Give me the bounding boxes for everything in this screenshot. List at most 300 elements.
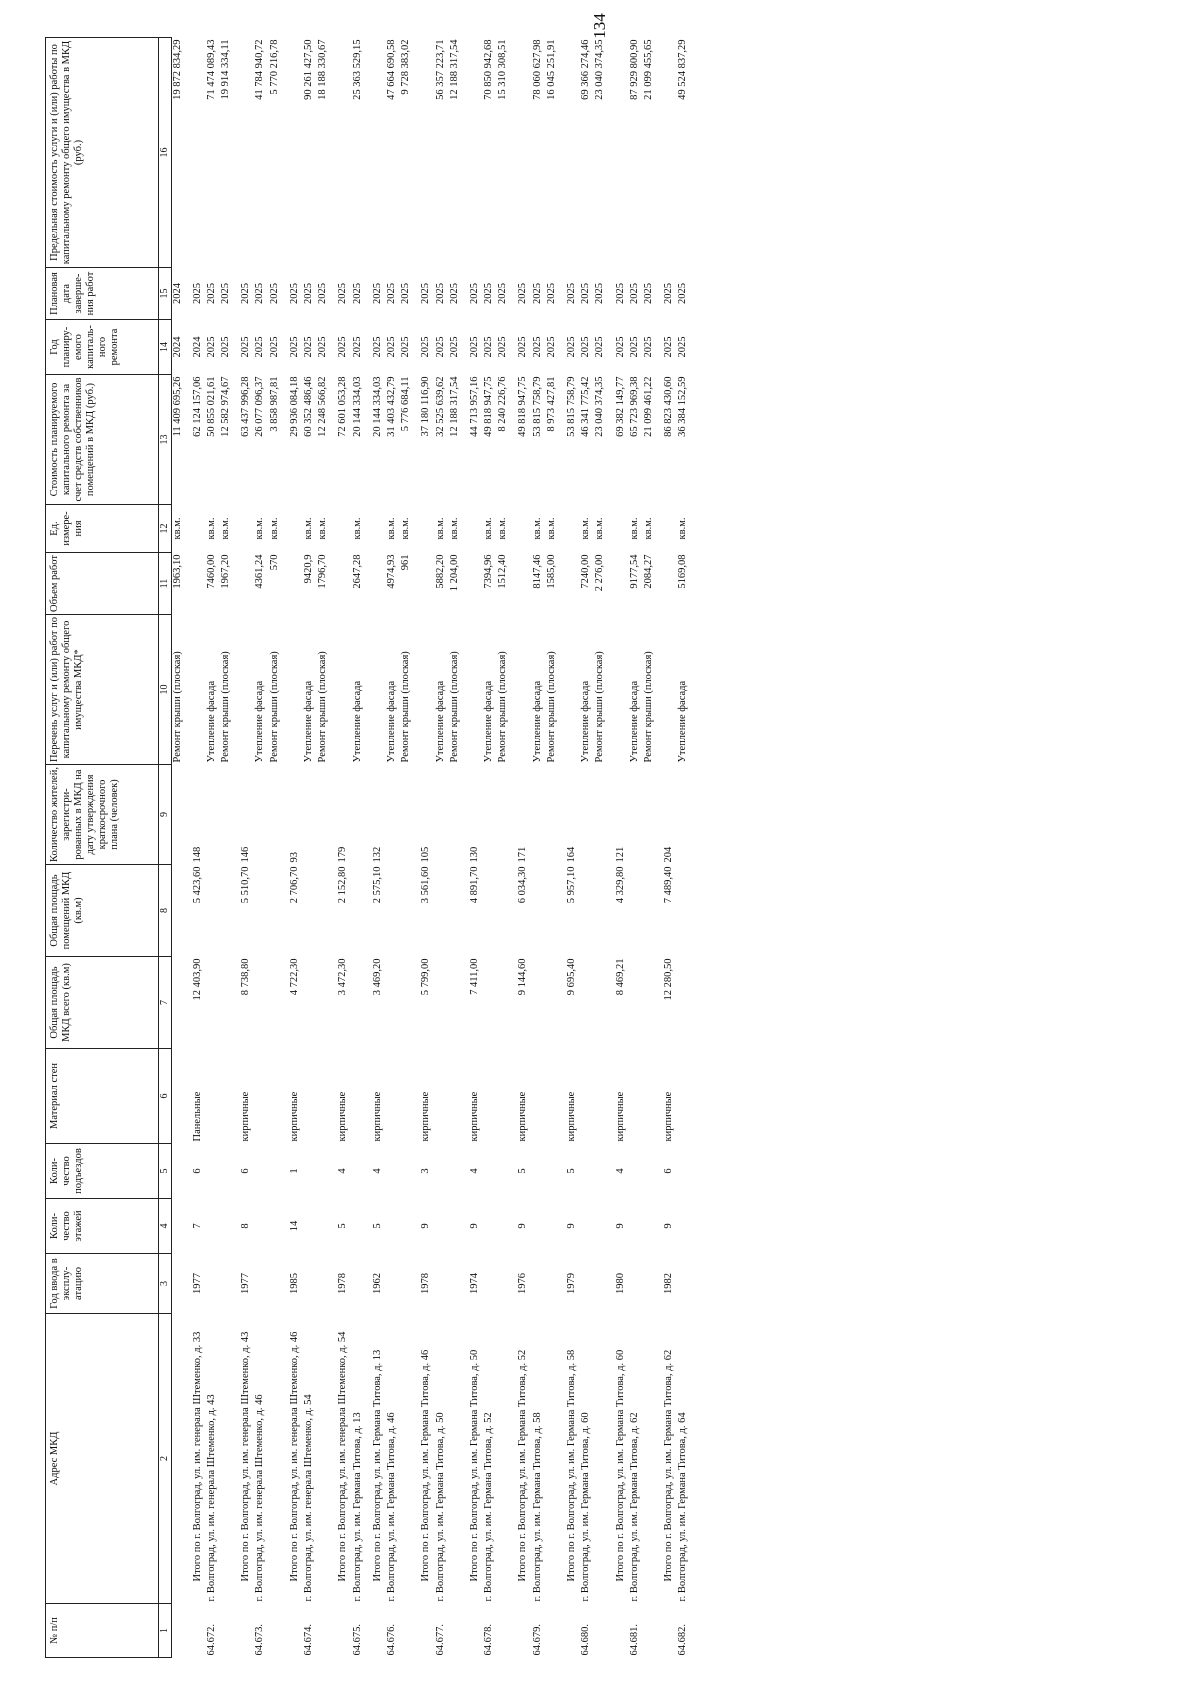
repair-year-cell: 2025: [468, 336, 480, 358]
max-cost-cell: 5 770 216,78: [268, 39, 280, 95]
year-built-cell: 1977: [191, 1273, 203, 1294]
work-volume-cell: 4361,24: [254, 554, 266, 589]
row-number: 64.675.: [351, 1624, 363, 1656]
premises-area-cell: 4 891,70: [468, 866, 480, 904]
wall-material-cell: [171, 1049, 186, 1144]
work-volume-cell: [414, 553, 434, 615]
unit-cell: кв.м.: [677, 517, 689, 540]
work-type-cell: Ремонт крыши (плоская): [448, 651, 460, 763]
unit-cell: [657, 505, 677, 553]
entrances-cell: [594, 1144, 608, 1199]
repair-year-cell: 2025: [351, 336, 363, 358]
premises-area-cell: [449, 865, 463, 957]
work-volume-cell: [186, 553, 206, 615]
completion-year-cell: 2025: [351, 283, 363, 304]
work-type-cell: Утепление фасада: [580, 680, 592, 763]
max-cost-cell: 49 524 837,29: [677, 39, 689, 100]
row-number: [366, 1604, 386, 1658]
repair-year-cell: 2025: [531, 336, 543, 358]
year-built-cell: 1980: [614, 1273, 626, 1294]
unit-cell: кв.м.: [483, 517, 495, 540]
work-type-cell: [609, 615, 629, 765]
row-number: 64.672.: [205, 1624, 217, 1656]
work-type-cell: Ремонт крыши (плоская): [171, 651, 183, 763]
max-cost-cell: [414, 38, 434, 268]
address-cell: г. Волгоград, ул. им. генерала Штеменко, д. 43: [205, 1394, 217, 1602]
column-number: 13: [159, 375, 172, 505]
unit-cell: [283, 505, 303, 553]
entrances-cell: 4: [614, 1168, 626, 1174]
total-area-cell: 5 799,00: [420, 958, 432, 996]
entrances-cell: [269, 1144, 283, 1199]
table-row: [269, 38, 283, 1658]
unit-cell: кв.м.: [448, 517, 460, 540]
entrances-cell: [206, 1144, 220, 1199]
work-volume-cell: [366, 553, 386, 615]
residents-cell: 132: [371, 846, 383, 863]
premises-area-cell: 2 575,10: [371, 866, 383, 904]
cost-cell: 29 936 084,18: [288, 376, 300, 437]
column-number: 5: [159, 1144, 172, 1199]
wall-material-cell: [546, 1049, 560, 1144]
address-cell: Итого по г. Волгоград, ул. им. Германа Титова, д. 50: [468, 1349, 480, 1582]
max-cost-cell: 16 045 251,91: [545, 39, 557, 100]
entrances-cell: 6: [191, 1168, 203, 1174]
total-area-cell: 12 280,50: [663, 958, 675, 1001]
repair-year-cell: 2025: [240, 336, 252, 358]
wall-material-cell: кирпичные: [566, 1091, 577, 1142]
cost-cell: 20 144 334,03: [351, 376, 363, 437]
address-cell: Итого по г. Волгоград, ул. им. генерала Штеменко, д. 46: [288, 1331, 300, 1582]
max-cost-cell: 12 188 317,54: [448, 39, 460, 100]
address-cell: г. Волгоград, ул. им. Германа Титова, д. 64: [677, 1412, 689, 1602]
work-volume-cell: 1 204,00: [448, 554, 460, 592]
table-header-row: [46, 38, 159, 1658]
work-type-cell: [560, 615, 580, 765]
max-cost-cell: 69 366 274,46: [580, 39, 592, 100]
premises-area-cell: [400, 865, 414, 957]
completion-year-cell: 2025: [371, 283, 383, 304]
row-number: [463, 1604, 483, 1658]
repair-year-cell: 2025: [566, 336, 577, 358]
repair-year-cell: 2025: [288, 336, 300, 358]
year-built-cell: 1979: [566, 1273, 577, 1294]
unit-cell: кв.м.: [351, 517, 363, 540]
completion-year-cell: 2025: [254, 283, 266, 304]
unit-cell: [560, 505, 580, 553]
row-number: [560, 1604, 580, 1658]
max-cost-cell: 78 060 627,98: [531, 39, 543, 100]
wall-material-cell: [629, 1049, 643, 1144]
header-cell: Стоимость планируемого капитального ремонта за счет средств собственников помещений в МКД (руб.): [46, 375, 159, 505]
residents-cell: [303, 765, 317, 865]
unit-cell: кв.м.: [254, 517, 266, 540]
wall-material-cell: [643, 1049, 657, 1144]
total-area-cell: 12 403,90: [191, 958, 203, 1001]
table-row-total: [609, 38, 629, 1658]
row-number: [511, 1604, 531, 1658]
total-area-cell: [449, 957, 463, 1049]
total-area-cell: [546, 957, 560, 1049]
residents-cell: [386, 765, 400, 865]
cost-cell: 32 525 639,62: [434, 376, 446, 437]
cost-cell: 86 823 430,60: [663, 376, 675, 437]
repair-year-cell: 2025: [448, 336, 460, 358]
column-number: 9: [159, 765, 172, 865]
table-row: [254, 38, 268, 1658]
cost-cell: 21 099 461,22: [642, 376, 654, 437]
total-area-cell: 3 472,30: [337, 958, 349, 996]
wall-material-cell: [352, 1049, 366, 1144]
premises-area-cell: [546, 865, 560, 957]
column-number: 1: [159, 1604, 172, 1658]
wall-material-cell: [254, 1049, 268, 1144]
completion-year-cell: 2025: [594, 283, 606, 304]
cost-cell: 60 352 486,46: [303, 376, 314, 437]
table-row: [171, 38, 186, 1658]
work-type-cell: Утепление фасада: [351, 680, 363, 763]
repair-year-cell: 2025: [517, 336, 529, 358]
unit-cell: кв.м.: [220, 517, 232, 540]
work-volume-cell: [283, 553, 303, 615]
wall-material-cell: [317, 1049, 331, 1144]
address-cell: г. Волгоград, ул. им. генерала Штеменко, д. 46: [254, 1394, 266, 1602]
year-built-cell: 1974: [468, 1273, 480, 1294]
max-cost-cell: 70 850 942,68: [483, 39, 495, 100]
total-area-cell: 7 411,00: [468, 958, 480, 995]
completion-year-cell: 2025: [642, 283, 654, 304]
floors-cell: [303, 1199, 317, 1254]
column-number: 7: [159, 957, 172, 1049]
completion-year-cell: 2025: [240, 283, 252, 304]
address-cell: г. Волгоград, ул. им. Германа Титова, д. 58: [531, 1412, 543, 1602]
column-number: 12: [159, 505, 172, 553]
row-number: [546, 1604, 560, 1658]
residents-cell: [400, 765, 414, 865]
floors-cell: [629, 1199, 643, 1254]
max-cost-cell: [283, 38, 303, 268]
cost-cell: 72 601 053,28: [337, 376, 349, 437]
residents-cell: [629, 765, 643, 865]
work-volume-cell: 5882,20: [434, 554, 446, 589]
residents-cell: [677, 765, 691, 865]
row-number: [331, 1604, 351, 1658]
premises-area-cell: 2 706,70: [288, 866, 300, 904]
row-number: 64.682.: [677, 1624, 689, 1656]
entrances-cell: 5: [517, 1168, 529, 1174]
unit-cell: кв.м.: [642, 517, 654, 540]
wall-material-cell: [269, 1049, 283, 1144]
floors-cell: 9: [420, 1223, 432, 1229]
entrances-cell: [220, 1144, 234, 1199]
row-number: [171, 1604, 186, 1658]
floors-cell: 7: [191, 1223, 203, 1229]
floors-cell: 14: [288, 1220, 300, 1232]
floors-cell: 9: [517, 1223, 529, 1229]
work-type-cell: Ремонт крыши (плоская): [545, 651, 557, 763]
entrances-cell: [303, 1144, 317, 1199]
wall-material-cell: кирпичные: [371, 1091, 383, 1142]
residents-cell: 121: [614, 846, 626, 863]
work-volume-cell: 961: [400, 554, 412, 571]
floors-cell: [580, 1199, 594, 1254]
work-volume-cell: 570: [268, 554, 280, 571]
cost-cell: 12 582 974,67: [220, 376, 232, 437]
completion-year-cell: 2025: [337, 283, 349, 304]
completion-year-cell: 2025: [448, 283, 460, 304]
completion-year-cell: 2025: [468, 283, 480, 304]
max-cost-cell: [186, 38, 206, 268]
address-cell: Итого по г. Волгоград, ул. им. Германа Титова, д. 58: [566, 1349, 577, 1582]
wall-material-cell: кирпичные: [420, 1091, 432, 1142]
max-cost-cell: [331, 38, 351, 268]
floors-cell: 9: [566, 1223, 577, 1229]
completion-year-cell: 2025: [268, 283, 280, 304]
residents-cell: [254, 765, 268, 865]
year-built-cell: [352, 1254, 366, 1314]
address-cell: [220, 1314, 234, 1604]
entrances-cell: [449, 1144, 463, 1199]
table-row: [594, 38, 608, 1658]
max-cost-cell: 90 261 427,50: [303, 39, 314, 100]
residents-cell: [594, 765, 608, 865]
total-area-cell: [580, 957, 594, 1049]
address-cell: г. Волгоград, ул. им. Германа Титова, д. 46: [385, 1412, 397, 1602]
entrances-cell: [352, 1144, 366, 1199]
row-number: 64.677.: [434, 1624, 446, 1656]
work-type-cell: [414, 615, 434, 765]
address-cell: [594, 1314, 608, 1604]
header-cell: Год планиру-емого капиталь-ного ремонта: [46, 320, 159, 375]
unit-cell: кв.м.: [268, 517, 280, 540]
address-cell: Итого по г. Волгоград, ул. им. генерала Штеменко, д. 54: [337, 1331, 349, 1582]
entrances-cell: [532, 1144, 546, 1199]
residents-cell: [580, 765, 594, 865]
row-number: 64.679.: [531, 1624, 543, 1656]
residents-cell: [220, 765, 234, 865]
repair-year-cell: 2025: [371, 336, 383, 358]
unit-cell: [414, 505, 434, 553]
work-type-cell: [657, 615, 677, 765]
completion-year-cell: 2025: [531, 283, 543, 304]
total-area-cell: 9 695,40: [566, 958, 577, 996]
row-number: [220, 1604, 234, 1658]
residents-cell: 130: [468, 846, 480, 863]
repair-year-cell: 2024: [191, 336, 203, 358]
wall-material-cell: [206, 1049, 220, 1144]
wall-material-cell: [532, 1049, 546, 1144]
address-cell: Итого по г. Волгоград, ул. им. Германа Титова, д. 60: [614, 1349, 626, 1582]
repair-year-cell: 2025: [614, 336, 626, 358]
row-number: 64.676.: [385, 1624, 397, 1656]
work-volume-cell: [234, 553, 254, 615]
work-volume-cell: 1967,20: [220, 554, 232, 589]
completion-year-cell: 2025: [566, 283, 577, 304]
work-volume-cell: [560, 553, 580, 615]
address-cell: [449, 1314, 463, 1604]
address-cell: [400, 1314, 414, 1604]
column-number: 3: [159, 1254, 172, 1314]
year-built-cell: [206, 1254, 220, 1314]
address-cell: [643, 1314, 657, 1604]
work-type-cell: Ремонт крыши (плоская): [594, 651, 606, 763]
completion-year-cell: 2025: [400, 283, 412, 304]
repair-year-cell: 2025: [483, 336, 495, 358]
year-built-cell: [594, 1254, 608, 1314]
cost-cell: 12 188 317,54: [448, 376, 460, 437]
completion-year-cell: 2025: [303, 283, 314, 304]
row-number: [317, 1604, 331, 1658]
table-row: [352, 38, 366, 1658]
table-row-total: [366, 38, 386, 1658]
address-cell: г. Волгоград, ул. им. Германа Титова, д. 13: [351, 1412, 363, 1602]
row-number: 64.681.: [628, 1624, 640, 1656]
entrances-cell: 4: [337, 1168, 349, 1174]
unit-cell: кв.м.: [205, 517, 217, 540]
total-area-cell: [317, 957, 331, 1049]
table-row: [629, 38, 643, 1658]
wall-material-cell: кирпичные: [240, 1091, 252, 1142]
residents-cell: 164: [566, 846, 577, 863]
wall-material-cell: [400, 1049, 414, 1144]
column-number-row: [159, 38, 172, 1658]
floors-cell: 9: [614, 1223, 626, 1229]
year-built-cell: [171, 1254, 186, 1314]
completion-year-cell: 2025: [497, 283, 509, 304]
work-type-cell: Утепление фасада: [385, 680, 397, 763]
unit-cell: кв.м.: [594, 517, 606, 540]
floors-cell: 5: [371, 1223, 383, 1229]
table-row-total: [463, 38, 483, 1658]
unit-cell: кв.м.: [545, 517, 557, 540]
work-volume-cell: 1512,40: [497, 554, 509, 589]
year-built-cell: 1978: [337, 1273, 349, 1294]
total-area-cell: [171, 957, 186, 1049]
repair-year-cell: 2025: [677, 336, 689, 358]
premises-area-cell: [352, 865, 366, 957]
work-volume-cell: 7240,00: [580, 554, 592, 589]
work-volume-cell: [609, 553, 629, 615]
column-number: 15: [159, 268, 172, 320]
total-area-cell: [532, 957, 546, 1049]
premises-area-cell: [435, 865, 449, 957]
total-area-cell: [643, 957, 657, 1049]
premises-area-cell: 3 561,60: [420, 866, 432, 904]
total-area-cell: [303, 957, 317, 1049]
work-type-cell: Ремонт крыши (плоская): [400, 651, 412, 763]
cost-cell: 53 815 758,79: [531, 376, 543, 437]
entrances-cell: [171, 1144, 186, 1199]
table-row: [303, 38, 317, 1658]
unit-cell: [366, 505, 386, 553]
floors-cell: [352, 1199, 366, 1254]
cost-cell: 44 713 957,16: [468, 376, 480, 437]
floors-cell: 9: [468, 1223, 480, 1229]
table-row: [206, 38, 220, 1658]
entrances-cell: [497, 1144, 511, 1199]
work-type-cell: Утепление фасада: [677, 680, 689, 763]
cost-cell: 12 248 566,82: [317, 376, 329, 437]
table-row-total: [511, 38, 531, 1658]
total-area-cell: [594, 957, 608, 1049]
floors-cell: [532, 1199, 546, 1254]
wall-material-cell: [497, 1049, 511, 1144]
repair-year-cell: 2025: [220, 336, 232, 358]
year-built-cell: [220, 1254, 234, 1314]
premises-area-cell: 5 510,70: [240, 866, 252, 904]
completion-year-cell: 2025: [434, 283, 446, 304]
work-volume-cell: 2084,27: [642, 554, 654, 589]
unit-cell: кв.м.: [303, 517, 314, 540]
max-cost-cell: 56 357 223,71: [434, 39, 446, 100]
wall-material-cell: кирпичные: [288, 1091, 300, 1142]
premises-area-cell: [643, 865, 657, 957]
header-cell: Общая площадь помещений МКД (кв.м): [46, 865, 159, 957]
completion-year-cell: 2025: [628, 283, 640, 304]
residents-cell: 204: [663, 846, 675, 863]
row-number: [449, 1604, 463, 1658]
entrances-cell: 1: [288, 1168, 300, 1174]
work-type-cell: [186, 615, 206, 765]
max-cost-cell: 19 872 834,29: [171, 39, 183, 100]
work-type-cell: [283, 615, 303, 765]
completion-year-cell: 2025: [517, 283, 529, 304]
completion-year-cell: 2025: [205, 283, 217, 304]
max-cost-cell: 19 914 334,11: [220, 39, 232, 100]
repair-year-cell: 2025: [594, 336, 606, 358]
entrances-cell: 4: [468, 1168, 480, 1174]
total-area-cell: [352, 957, 366, 1049]
residents-cell: [483, 765, 497, 865]
year-built-cell: [435, 1254, 449, 1314]
max-cost-cell: 87 929 800,90: [628, 39, 640, 100]
premises-area-cell: [532, 865, 546, 957]
unit-cell: [511, 505, 531, 553]
premises-area-cell: [497, 865, 511, 957]
premises-area-cell: [206, 865, 220, 957]
max-cost-cell: [511, 38, 531, 268]
table-body: [171, 38, 692, 1658]
year-built-cell: [400, 1254, 414, 1314]
repair-year-cell: 2025: [420, 336, 432, 358]
year-built-cell: [532, 1254, 546, 1314]
address-cell: Итого по г. Волгоград, ул. им. генерала Штеменко, д. 43: [240, 1331, 252, 1582]
premises-area-cell: [580, 865, 594, 957]
year-built-cell: 1982: [663, 1273, 675, 1294]
max-cost-cell: 41 784 940,72: [254, 39, 266, 100]
max-cost-cell: [234, 38, 254, 268]
column-number: 10: [159, 615, 172, 765]
repair-year-cell: 2025: [400, 336, 412, 358]
max-cost-cell: [657, 38, 677, 268]
column-number: 8: [159, 865, 172, 957]
entrances-cell: [400, 1144, 414, 1199]
completion-year-cell: 2025: [385, 283, 397, 304]
work-volume-cell: [511, 553, 531, 615]
entrances-cell: [546, 1144, 560, 1199]
floors-cell: [483, 1199, 497, 1254]
year-built-cell: [677, 1254, 691, 1314]
row-number: [283, 1604, 303, 1658]
cost-cell: 8 973 427,81: [545, 376, 557, 432]
max-cost-cell: [463, 38, 483, 268]
residents-cell: [532, 765, 546, 865]
floors-cell: [449, 1199, 463, 1254]
total-area-cell: [386, 957, 400, 1049]
entrances-cell: [677, 1144, 691, 1199]
header-cell: Материал стен: [46, 1049, 159, 1144]
work-type-cell: Утепление фасада: [205, 680, 217, 763]
